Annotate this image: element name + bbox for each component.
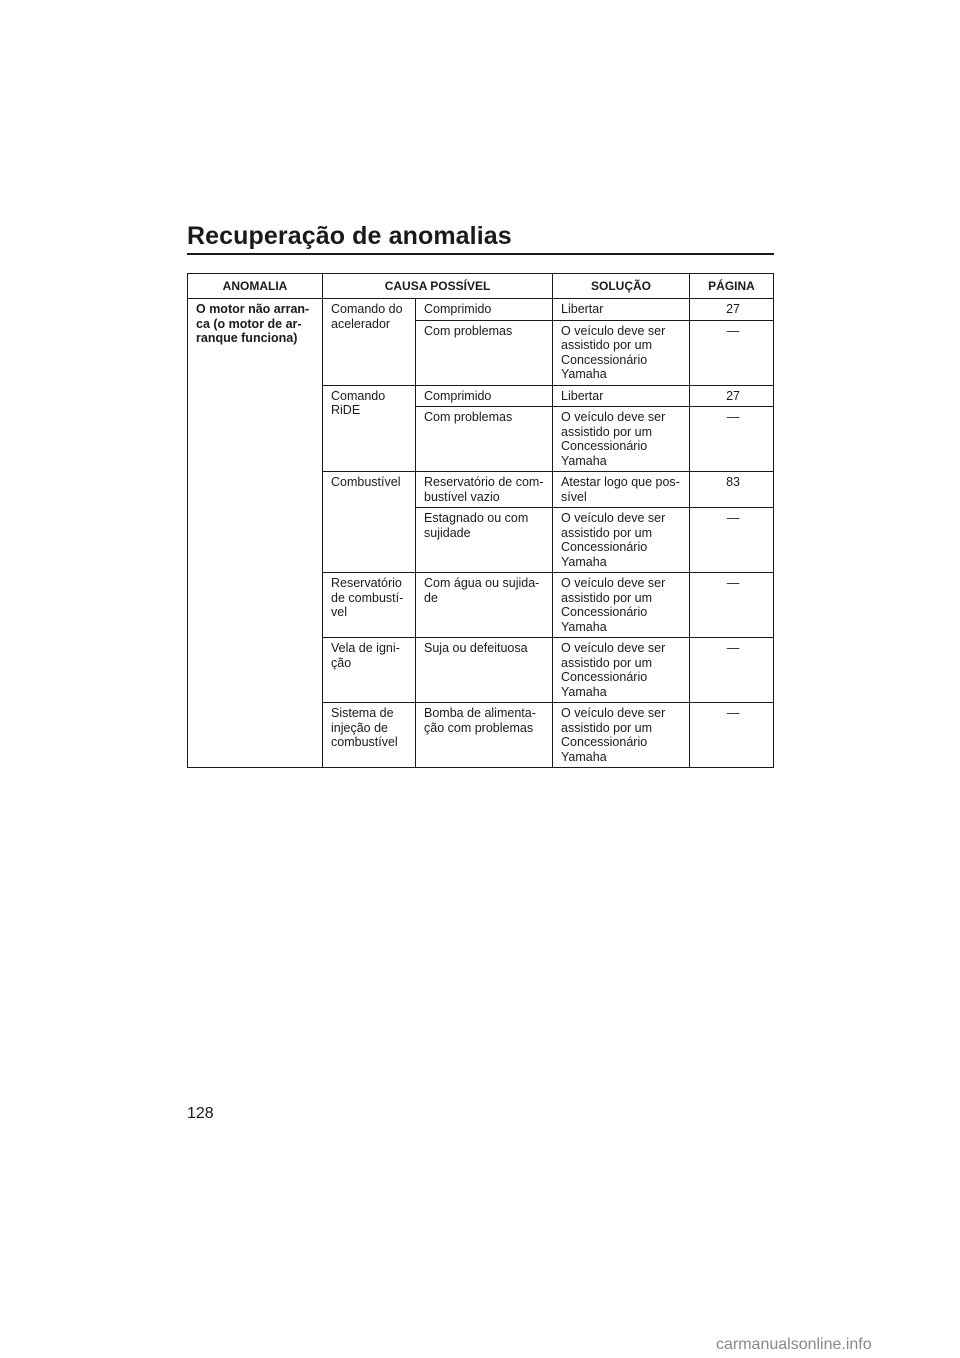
condition-cell: Com água ou sujida- de: [416, 573, 553, 638]
cause-cell: Reservatório de combustí- vel: [323, 573, 416, 638]
anomaly-cell: O motor não arran- ca (o motor de ar- ranque funciona): [188, 299, 323, 768]
table-row: [188, 299, 774, 321]
page-ref-cell: 27: [690, 299, 774, 321]
page-ref-cell: 27: [690, 385, 774, 407]
solution-cell: O veículo deve ser assistido por um Concessionário Yamaha: [553, 573, 690, 638]
condition-cell: Com problemas: [416, 320, 553, 385]
solution-cell: O veículo deve ser assistido por um Concessionário Yamaha: [553, 638, 690, 703]
cause-cell: Vela de igni- ção: [323, 638, 416, 703]
page-ref-cell: —: [690, 573, 774, 638]
page-ref-cell: —: [690, 638, 774, 703]
page-ref-cell: —: [690, 508, 774, 573]
solution-cell: O veículo deve ser assistido por um Concessionário Yamaha: [553, 407, 690, 472]
condition-cell: Estagnado ou com sujidade: [416, 508, 553, 573]
page-ref-cell: —: [690, 703, 774, 768]
page-number: 128: [187, 1105, 214, 1122]
watermark: carmanualsonline.info: [716, 1336, 872, 1353]
table-header-row: [188, 274, 774, 299]
solution-cell: O veículo deve ser assistido por um Concessionário Yamaha: [553, 320, 690, 385]
condition-cell: Comprimido: [416, 299, 553, 321]
header-pagina: PÁGINA: [690, 274, 774, 299]
cause-cell: Combustível: [323, 472, 416, 573]
condition-cell: Com problemas: [416, 407, 553, 472]
cause-cell: Comando do acelerador: [323, 299, 416, 386]
page-ref-cell: 83: [690, 472, 774, 508]
header-anomalia: ANOMALIA: [188, 274, 323, 299]
condition-cell: Bomba de alimenta- ção com problemas: [416, 703, 553, 768]
solution-cell: Libertar: [553, 385, 690, 407]
troubleshooting-table: [187, 273, 774, 768]
header-solucao: SOLUÇÃO: [553, 274, 690, 299]
condition-cell: Suja ou defeituosa: [416, 638, 553, 703]
table-body: [188, 299, 774, 768]
page-ref-cell: —: [690, 320, 774, 385]
page-ref-cell: —: [690, 407, 774, 472]
solution-cell: Atestar logo que pos- sível: [553, 472, 690, 508]
condition-cell: Reservatório de com- bustível vazio: [416, 472, 553, 508]
condition-cell: Comprimido: [416, 385, 553, 407]
solution-cell: O veículo deve ser assistido por um Concessionário Yamaha: [553, 703, 690, 768]
title-rule: [187, 253, 774, 255]
header-causa: CAUSA POSSÍVEL: [323, 274, 553, 299]
page-title: Recuperação de anomalias: [187, 222, 512, 250]
solution-cell: Libertar: [553, 299, 690, 321]
cause-cell: Comando RiDE: [323, 385, 416, 472]
cause-cell: Sistema de injeção de combustível: [323, 703, 416, 768]
solution-cell: O veículo deve ser assistido por um Concessionário Yamaha: [553, 508, 690, 573]
